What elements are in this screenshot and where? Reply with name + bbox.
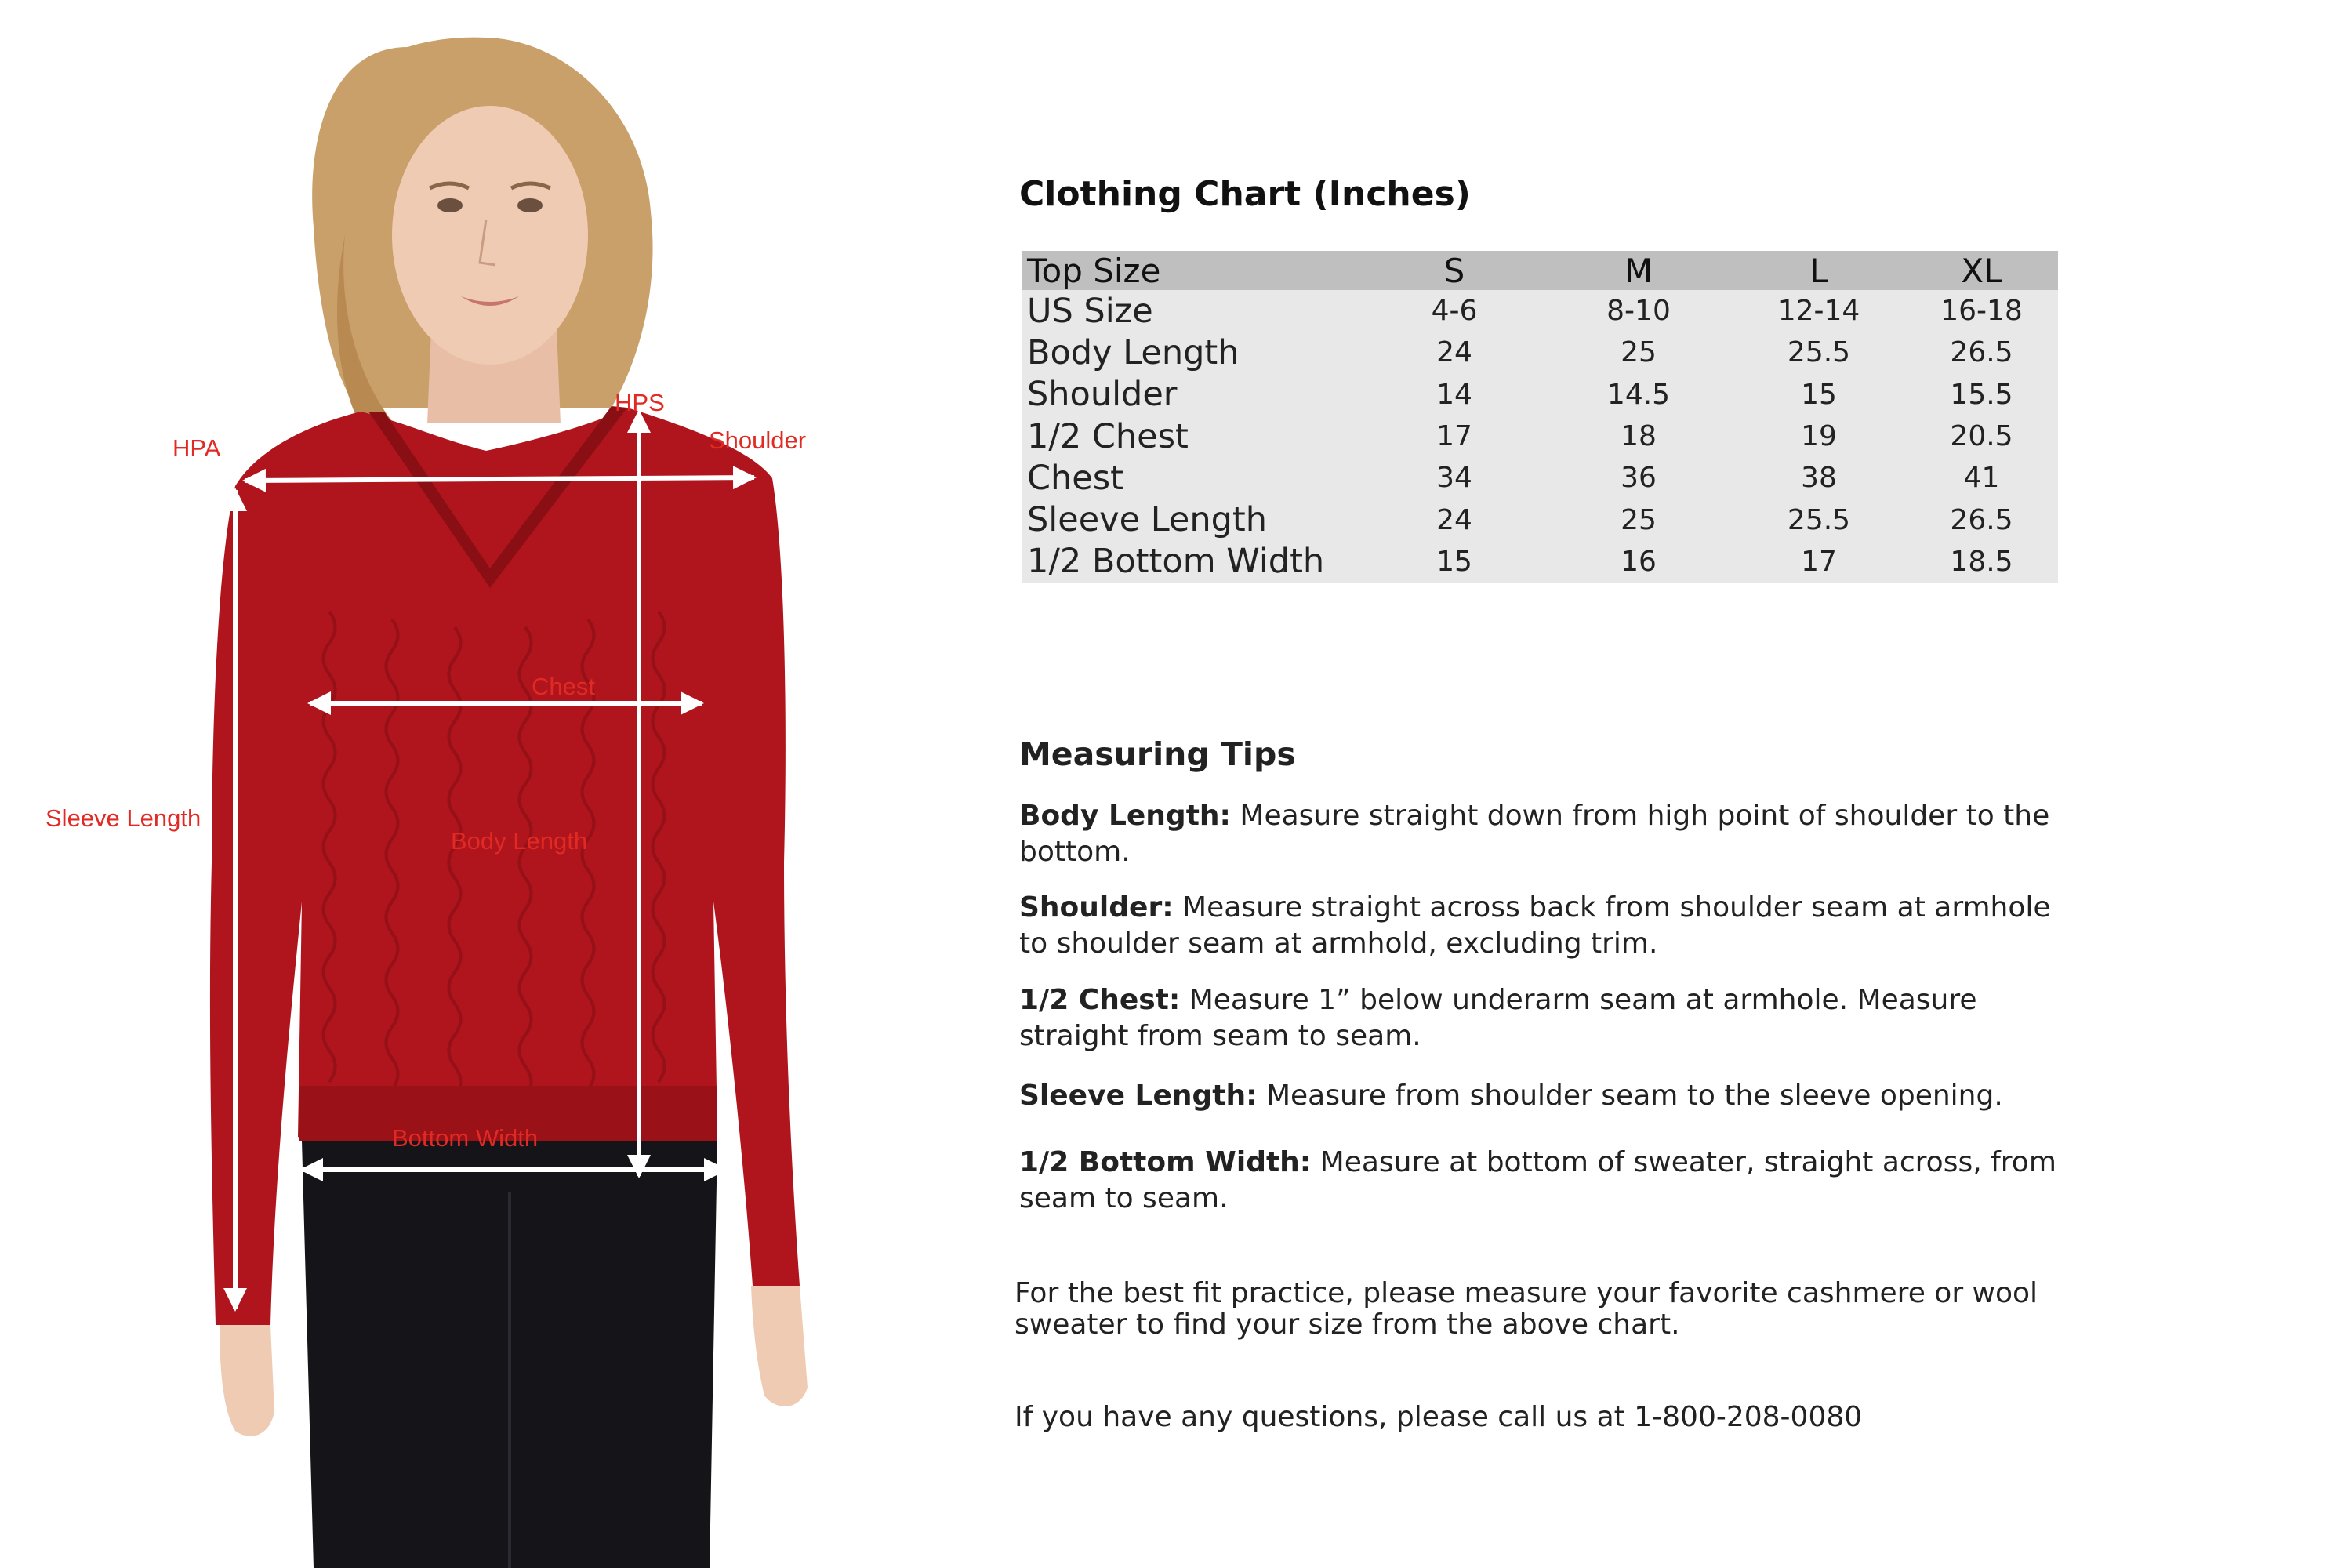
cell-value: 20.5 [1905, 416, 2058, 457]
cell-value: 16 [1544, 541, 1733, 583]
table-row [1022, 499, 2058, 540]
cell-value: 24 [1364, 332, 1544, 373]
size-chart-table [1022, 251, 2058, 583]
tip-body-length [1019, 798, 2070, 870]
row-label: Sleeve Length [1022, 499, 1364, 540]
tip-shoulder [1019, 890, 2070, 962]
tip-text: Measure straight across back from shoulder seam at armhole to shoulder seam at armhold, excluding trim. [1019, 891, 2051, 960]
tip-term: 1/2 Chest: [1019, 984, 1181, 1016]
cell-value: 36 [1544, 457, 1733, 499]
cell-value: 26.5 [1905, 332, 2058, 373]
contact-info: If you have any questions, please call us at 1-800-208-0080 [1014, 1401, 1863, 1433]
cell-value: 34 [1364, 457, 1544, 499]
tip-text: Measure 1” below underarm seam at armhole. Measure straight from seam to seam. [1019, 984, 1977, 1052]
cell-value: 25.5 [1733, 332, 1905, 373]
cell-value: 26.5 [1905, 499, 2058, 540]
tip-sleeve-length [1019, 1078, 2070, 1114]
table-row [1022, 290, 2058, 332]
tip-term: Body Length: [1019, 800, 1231, 832]
tip-term: Shoulder: [1019, 891, 1174, 924]
table-header-row [1022, 251, 2058, 290]
body-length-label: Body Length [451, 827, 588, 855]
header-size-s: S [1364, 251, 1544, 290]
table-row [1022, 457, 2058, 499]
size-guide-panel [1011, 0, 2156, 1568]
tip-text: Measure at bottom of sweater, straight across, from seam to seam. [1019, 1146, 2056, 1214]
left-hand [220, 1325, 274, 1436]
header-size-m: M [1544, 251, 1733, 290]
chest-label: Chest [532, 673, 595, 700]
shoulder-label: Shoulder [709, 426, 807, 454]
cell-value: 17 [1364, 416, 1544, 457]
tip-half-chest [1019, 982, 2070, 1054]
cell-value: 24 [1364, 499, 1544, 540]
cell-value: 12-14 [1733, 290, 1905, 332]
tip-text: Measure straight down from high point of shoulder to the bottom. [1019, 800, 2050, 868]
header-size-l: L [1733, 251, 1905, 290]
cell-value: 15 [1364, 541, 1544, 583]
shoulder-arrow [245, 477, 754, 481]
tip-half-bottom-width [1019, 1145, 2070, 1217]
header-size-xl: XL [1905, 251, 2058, 290]
cell-value: 15.5 [1905, 374, 2058, 416]
hpa-label: HPA [172, 434, 221, 462]
cell-value: 18 [1544, 416, 1733, 457]
fit-practice-note: For the best fit practice, please measure your favorite cashmere or wool sweater to find your size from the above chart. [1014, 1277, 2038, 1341]
face [392, 106, 588, 365]
table-row [1022, 416, 2058, 457]
cell-value: 8-10 [1544, 290, 1733, 332]
cell-value: 25.5 [1733, 499, 1905, 540]
row-label: Chest [1022, 457, 1364, 499]
cell-value: 14 [1364, 374, 1544, 416]
cell-value: 38 [1733, 457, 1905, 499]
right-hand [751, 1286, 808, 1406]
measuring-tips-title: Measuring Tips [1019, 735, 1296, 773]
cell-value: 41 [1905, 457, 2058, 499]
chart-title: Clothing Chart (Inches) [1019, 174, 1471, 214]
cell-value: 14.5 [1544, 374, 1733, 416]
tip-term: Sleeve Length: [1019, 1080, 1258, 1112]
hps-label: HPS [615, 389, 665, 416]
tip-text: Measure from shoulder seam to the sleeve opening. [1257, 1080, 2003, 1112]
table-row [1022, 374, 2058, 416]
model-illustration [0, 0, 902, 1568]
header-top-size: Top Size [1022, 251, 1364, 290]
table-row [1022, 541, 2058, 583]
cell-value: 16-18 [1905, 290, 2058, 332]
sweater-measurement-figure [0, 0, 902, 1568]
bottom-width-label: Bottom Width [392, 1124, 539, 1152]
cell-value: 15 [1733, 374, 1905, 416]
row-label: 1/2 Chest [1022, 416, 1364, 457]
row-label: Shoulder [1022, 374, 1364, 416]
cell-value: 25 [1544, 499, 1733, 540]
table-row [1022, 332, 2058, 373]
row-label: US Size [1022, 290, 1364, 332]
cell-value: 4-6 [1364, 290, 1544, 332]
cell-value: 25 [1544, 332, 1733, 373]
row-label: 1/2 Bottom Width [1022, 541, 1364, 583]
row-label: Body Length [1022, 332, 1364, 373]
sleeve-length-label: Sleeve Length [45, 804, 201, 832]
cell-value: 18.5 [1905, 541, 2058, 583]
cell-value: 19 [1733, 416, 1905, 457]
tip-term: 1/2 Bottom Width: [1019, 1146, 1312, 1178]
cell-value: 17 [1733, 541, 1905, 583]
